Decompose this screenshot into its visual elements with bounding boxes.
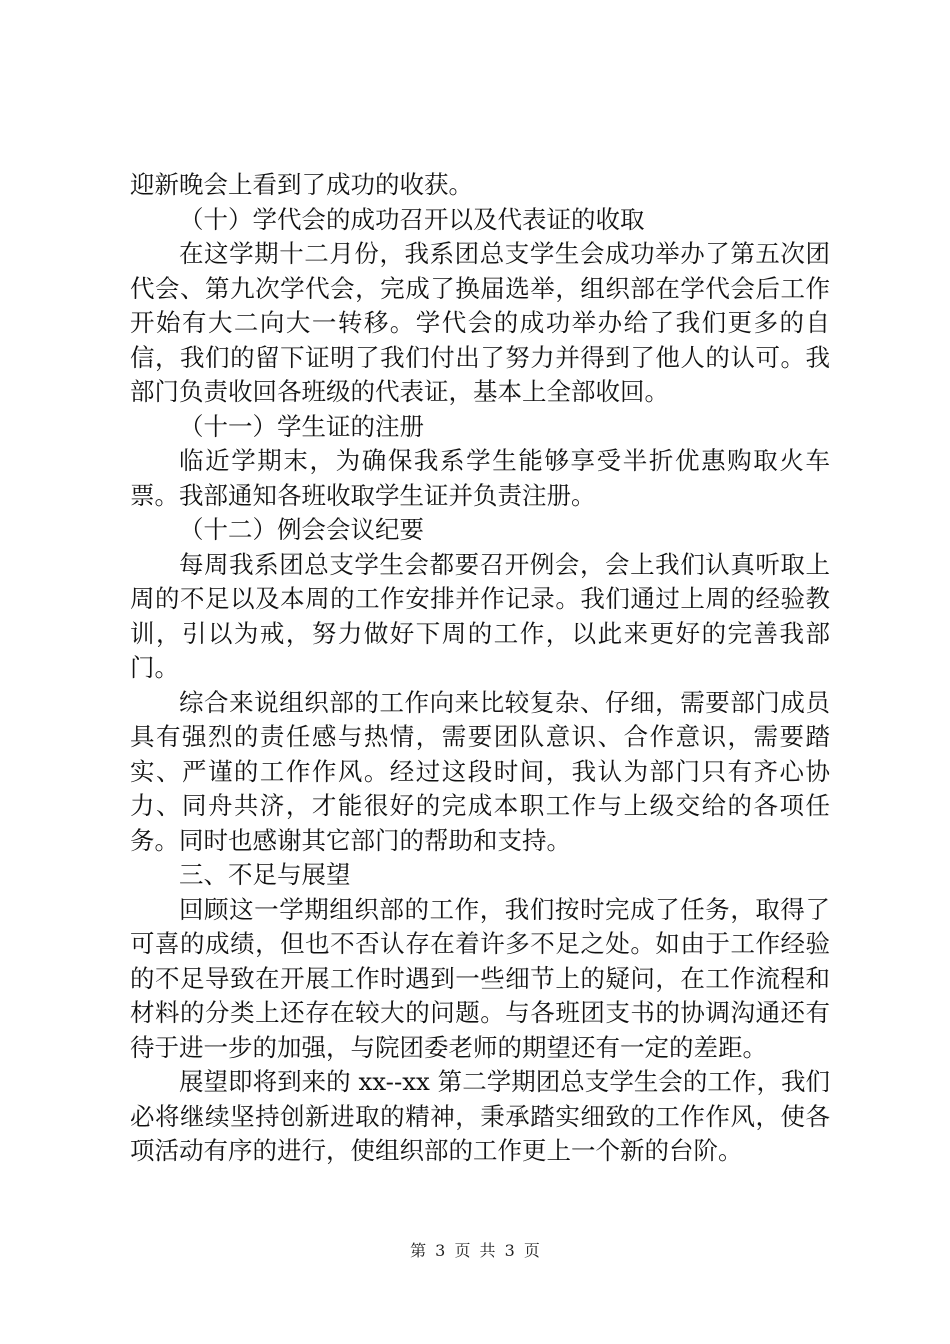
paragraph-outlook: 展望即将到来的 xx--xx 第二学期团总支学生会的工作，我们必将继续坚持创新进取的精神，秉承踏实细致的工作作风，使各项活动有序的进行，使组织部的工作更上一个新的台阶。	[130, 1067, 830, 1165]
section-heading-12: （十二）例会会议纪要	[179, 515, 424, 544]
section-heading-11: （十一）学生证的注册	[179, 411, 424, 441]
paragraph-continuation: 迎新晚会上看到了成功的收获。	[130, 170, 473, 199]
paragraph-student-id: 临近学期末，为确保我系学生能够享受半折优惠购取火车票。我部通知各班收取学生证并负责注册。	[130, 446, 830, 510]
document-body	[130, 168, 830, 1169]
paragraph-summary: 综合来说组织部的工作向来比较复杂、仔细，需要部门成员具有强烈的责任感与热情，需要团队意识、合作意识，需要踏实、严谨的工作作风。经过这段时间，我认为部门只有齐心协力、同舟共济，才能很好的完成本职工作与上级交给的各项任务。同时也感谢其它部门的帮助和支持。	[130, 687, 830, 855]
section-heading-shortcomings: 三、不足与展望	[179, 860, 351, 889]
paragraph-congress: 在这学期十二月份，我系团总支学生会成功举办了第五次团代会、第九次学代会，完成了换届选举，组织部在学代会后工作开始有大二向大一转移。学代会的成功举办给了我们更多的自信，我们的留下证明了我们付出了努力并得到了他人的认可。我部门负责收回各班级的代表证，基本上全部收回。	[130, 239, 830, 406]
paragraph-weekly-meeting: 每周我系团总支学生会都要召开例会，会上我们认真听取上周的不足以及本周的工作安排并作记录。我们通过上周的经验教训，引以为戒，努力做好下周的工作，以此来更好的完善我部门。	[130, 549, 830, 682]
page-footer: 第 3 页 共 3 页	[410, 1241, 540, 1260]
paragraph-review: 回顾这一学期组织部的工作，我们按时完成了任务，取得了可喜的成绩，但也不否认存在着许多不足之处。如由于工作经验的不足导致在开展工作时遇到一些细节上的疑问，在工作流程和材料的分类上还存在较大的问题。与各班团支书的协调沟通还有待于进一步的加强，与院团委老师的期望还有一定的差距。	[130, 894, 830, 1062]
section-heading-10: （十）学代会的成功召开以及代表证的收取	[179, 204, 645, 234]
